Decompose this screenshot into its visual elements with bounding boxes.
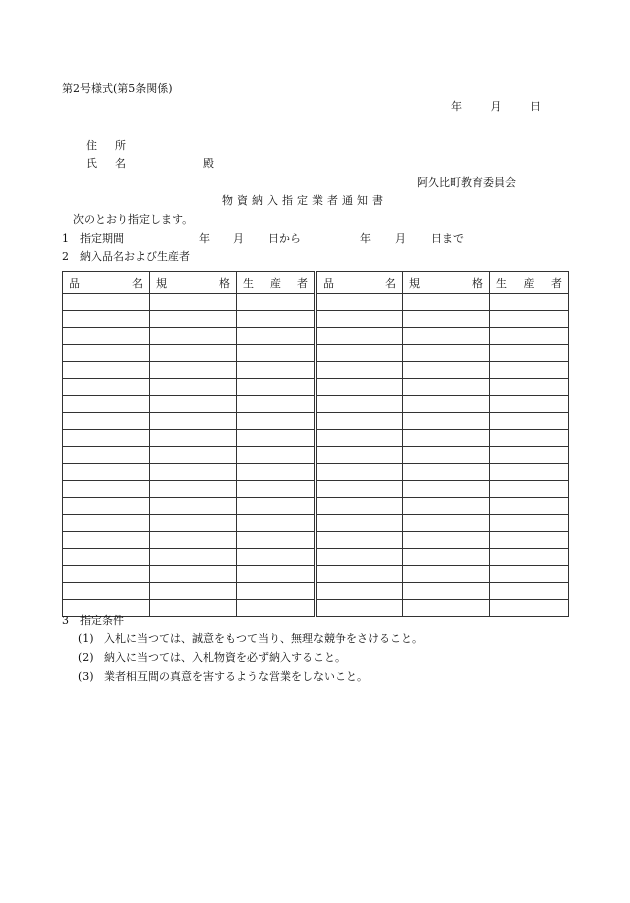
- table-cell[interactable]: [490, 464, 569, 481]
- table-cell[interactable]: [150, 379, 237, 396]
- table-cell[interactable]: [237, 532, 316, 549]
- table-cell[interactable]: [490, 600, 569, 617]
- column-header-char: 生: [243, 276, 254, 290]
- table-cell[interactable]: [237, 379, 316, 396]
- table-cell[interactable]: [237, 566, 316, 583]
- table-cell[interactable]: [237, 430, 316, 447]
- items-table: [62, 271, 569, 617]
- condition-text: 入札に当つては、誠意をもつて当り、無理な競争をさけること。: [104, 632, 423, 645]
- table-cell[interactable]: [490, 379, 569, 396]
- table-cell[interactable]: [490, 311, 569, 328]
- table-cell[interactable]: [490, 498, 569, 515]
- column-header-char: 者: [297, 276, 308, 290]
- table-cell[interactable]: [63, 362, 150, 379]
- table-row: [63, 532, 569, 549]
- table-cell[interactable]: [403, 362, 490, 379]
- column-header-char: 規: [156, 276, 167, 290]
- table-cell[interactable]: [316, 430, 403, 447]
- table-cell[interactable]: [316, 345, 403, 362]
- table-row: [63, 396, 569, 413]
- column-header-specification: [150, 272, 237, 294]
- table-cell[interactable]: [63, 430, 150, 447]
- condition-text: 業者相互間の真意を害するような営業をしないこと。: [104, 670, 368, 683]
- issuer-name: 阿久比町教育委員会: [417, 176, 516, 189]
- table-cell[interactable]: [316, 311, 403, 328]
- table-cell[interactable]: [316, 566, 403, 583]
- document-title: 物資納入指定業者通知書: [222, 194, 387, 207]
- table-cell[interactable]: [237, 583, 316, 600]
- table-cell[interactable]: [150, 328, 237, 345]
- column-header-char: 品: [69, 276, 80, 290]
- table-cell[interactable]: [150, 447, 237, 464]
- table-cell[interactable]: [150, 549, 237, 566]
- column-header-item-name: [316, 272, 403, 294]
- table-cell[interactable]: [316, 515, 403, 532]
- table-cell[interactable]: [316, 379, 403, 396]
- table-cell[interactable]: [403, 583, 490, 600]
- table-cell[interactable]: [63, 549, 150, 566]
- column-header-char: 規: [409, 276, 420, 290]
- condition-item: [78, 651, 346, 664]
- name-label-char: 名: [115, 157, 126, 170]
- date-day: 日: [530, 100, 541, 113]
- table-row: [63, 498, 569, 515]
- table-cell[interactable]: [63, 447, 150, 464]
- condition-text: 納入に当つては、入札物資を必ず納入すること。: [104, 651, 346, 664]
- table-cell[interactable]: [237, 515, 316, 532]
- table-cell[interactable]: [237, 600, 316, 617]
- table-cell[interactable]: [237, 396, 316, 413]
- table-row: [63, 362, 569, 379]
- table-cell[interactable]: [403, 464, 490, 481]
- intro-text: 次のとおり指定します。: [73, 213, 194, 226]
- date-year: 年: [451, 100, 462, 113]
- table-cell[interactable]: [237, 447, 316, 464]
- table-cell[interactable]: [403, 600, 490, 617]
- table-cell[interactable]: [150, 532, 237, 549]
- table-cell[interactable]: [403, 481, 490, 498]
- table-cell[interactable]: [237, 549, 316, 566]
- table-row: [63, 600, 569, 617]
- table-cell[interactable]: [237, 328, 316, 345]
- table-cell[interactable]: [490, 294, 569, 311]
- conditions-heading: 3 指定条件: [62, 614, 124, 627]
- table-row: [63, 311, 569, 328]
- table-cell[interactable]: [150, 362, 237, 379]
- table-cell[interactable]: [63, 379, 150, 396]
- table-cell[interactable]: [403, 345, 490, 362]
- column-header-specification: [403, 272, 490, 294]
- date-line: [451, 100, 541, 113]
- table-row: [63, 515, 569, 532]
- table-cell[interactable]: [403, 532, 490, 549]
- period-number: 1: [62, 232, 69, 245]
- table-cell[interactable]: [150, 294, 237, 311]
- table-cell[interactable]: [403, 396, 490, 413]
- table-cell[interactable]: [150, 583, 237, 600]
- table-cell[interactable]: [63, 532, 150, 549]
- condition-number: (3): [78, 670, 94, 683]
- period-end-day: 日まで: [431, 232, 464, 245]
- table-cell[interactable]: [490, 566, 569, 583]
- period-start-year: 年: [199, 232, 210, 245]
- table-cell[interactable]: [63, 413, 150, 430]
- column-header-char: 産: [270, 276, 281, 290]
- table-cell[interactable]: [63, 311, 150, 328]
- table-cell[interactable]: [63, 464, 150, 481]
- column-header-char: 名: [385, 276, 396, 290]
- table-cell[interactable]: [63, 583, 150, 600]
- table-cell[interactable]: [150, 515, 237, 532]
- condition-number: (2): [78, 651, 94, 664]
- table-cell[interactable]: [403, 566, 490, 583]
- table-row: [63, 430, 569, 447]
- table-row: [63, 464, 569, 481]
- table-cell[interactable]: [150, 430, 237, 447]
- table-row: [63, 549, 569, 566]
- table-cell[interactable]: [490, 345, 569, 362]
- column-header-char: 産: [523, 276, 535, 290]
- table-row: [63, 481, 569, 498]
- table-header-row: [63, 272, 569, 294]
- table-cell[interactable]: [490, 447, 569, 464]
- table-cell[interactable]: [316, 413, 403, 430]
- table-cell[interactable]: [63, 566, 150, 583]
- designation-period: [62, 232, 532, 246]
- name-label: [86, 157, 126, 170]
- table-cell[interactable]: [63, 396, 150, 413]
- table-cell[interactable]: [237, 345, 316, 362]
- table-cell[interactable]: [63, 481, 150, 498]
- table-cell[interactable]: [150, 600, 237, 617]
- column-header-producer: [490, 272, 569, 294]
- column-header-item-name: [63, 272, 150, 294]
- condition-item: [78, 632, 423, 645]
- items-heading: 2 納入品名および生産者: [62, 250, 190, 263]
- table-cell[interactable]: [403, 328, 490, 345]
- table-cell[interactable]: [316, 583, 403, 600]
- table-cell[interactable]: [237, 498, 316, 515]
- table-cell[interactable]: [403, 549, 490, 566]
- table-cell[interactable]: [63, 345, 150, 362]
- table-cell[interactable]: [316, 498, 403, 515]
- table-cell[interactable]: [490, 583, 569, 600]
- table-cell[interactable]: [237, 294, 316, 311]
- table-cell[interactable]: [490, 549, 569, 566]
- table-cell[interactable]: [150, 311, 237, 328]
- table-cell[interactable]: [63, 328, 150, 345]
- table-cell[interactable]: [490, 481, 569, 498]
- honorific: 殿: [203, 157, 214, 170]
- table-cell[interactable]: [237, 481, 316, 498]
- table-cell[interactable]: [316, 532, 403, 549]
- table-cell[interactable]: [316, 481, 403, 498]
- table-row: [63, 328, 569, 345]
- table-cell[interactable]: [316, 549, 403, 566]
- table-cell[interactable]: [403, 379, 490, 396]
- address-label: [86, 139, 126, 152]
- period-start-month: 月: [233, 232, 244, 245]
- table-cell[interactable]: [63, 294, 150, 311]
- column-header-char: 格: [219, 276, 230, 290]
- column-header-char: 格: [472, 276, 483, 290]
- table-cell[interactable]: [150, 413, 237, 430]
- period-end-year: 年: [360, 232, 371, 245]
- table-cell[interactable]: [403, 413, 490, 430]
- table-cell[interactable]: [150, 498, 237, 515]
- table-cell[interactable]: [237, 413, 316, 430]
- table-cell[interactable]: [490, 515, 569, 532]
- table-cell[interactable]: [150, 345, 237, 362]
- table-cell[interactable]: [63, 515, 150, 532]
- table-row: [63, 566, 569, 583]
- table-cell[interactable]: [316, 464, 403, 481]
- name-label-char: 氏: [86, 157, 97, 170]
- table-cell[interactable]: [150, 566, 237, 583]
- table-cell[interactable]: [403, 447, 490, 464]
- date-month: 月: [490, 100, 502, 113]
- table-cell[interactable]: [490, 396, 569, 413]
- table-row: [63, 345, 569, 362]
- address-label-char: 住: [86, 139, 97, 152]
- table-row: [63, 379, 569, 396]
- table-cell[interactable]: [490, 532, 569, 549]
- table-cell[interactable]: [490, 362, 569, 379]
- column-header-char: 品: [323, 276, 334, 290]
- table-cell[interactable]: [316, 362, 403, 379]
- table-cell[interactable]: [403, 498, 490, 515]
- table-cell[interactable]: [316, 396, 403, 413]
- table-cell[interactable]: [150, 464, 237, 481]
- table-cell[interactable]: [490, 328, 569, 345]
- column-header-char: 生: [496, 276, 507, 290]
- table-cell[interactable]: [403, 294, 490, 311]
- table-cell[interactable]: [490, 413, 569, 430]
- table-body: [63, 294, 569, 617]
- table-cell[interactable]: [316, 294, 403, 311]
- table-cell[interactable]: [316, 447, 403, 464]
- table-cell[interactable]: [150, 396, 237, 413]
- table-cell[interactable]: [490, 430, 569, 447]
- table-cell[interactable]: [237, 362, 316, 379]
- table-row: [63, 413, 569, 430]
- table-cell[interactable]: [403, 311, 490, 328]
- address-label-char: 所: [115, 139, 126, 152]
- column-header-producer: [237, 272, 316, 294]
- table-row: [63, 294, 569, 311]
- table-cell[interactable]: [150, 481, 237, 498]
- table-cell[interactable]: [403, 430, 490, 447]
- period-start-day: 日から: [268, 232, 301, 245]
- condition-item: [78, 670, 368, 683]
- period-end-month: 月: [395, 232, 406, 245]
- table-cell[interactable]: [316, 600, 403, 617]
- form-number: 第2号様式(第5条関係): [62, 82, 173, 95]
- condition-number: (1): [78, 632, 94, 645]
- table-cell[interactable]: [63, 498, 150, 515]
- table-cell[interactable]: [237, 464, 316, 481]
- period-label: 指定期間: [80, 232, 124, 245]
- table-cell[interactable]: [316, 328, 403, 345]
- table-row: [63, 447, 569, 464]
- table-row: [63, 583, 569, 600]
- column-header-char: 名: [132, 276, 143, 290]
- table-cell[interactable]: [403, 515, 490, 532]
- column-header-char: 者: [551, 276, 562, 290]
- table-cell[interactable]: [237, 311, 316, 328]
